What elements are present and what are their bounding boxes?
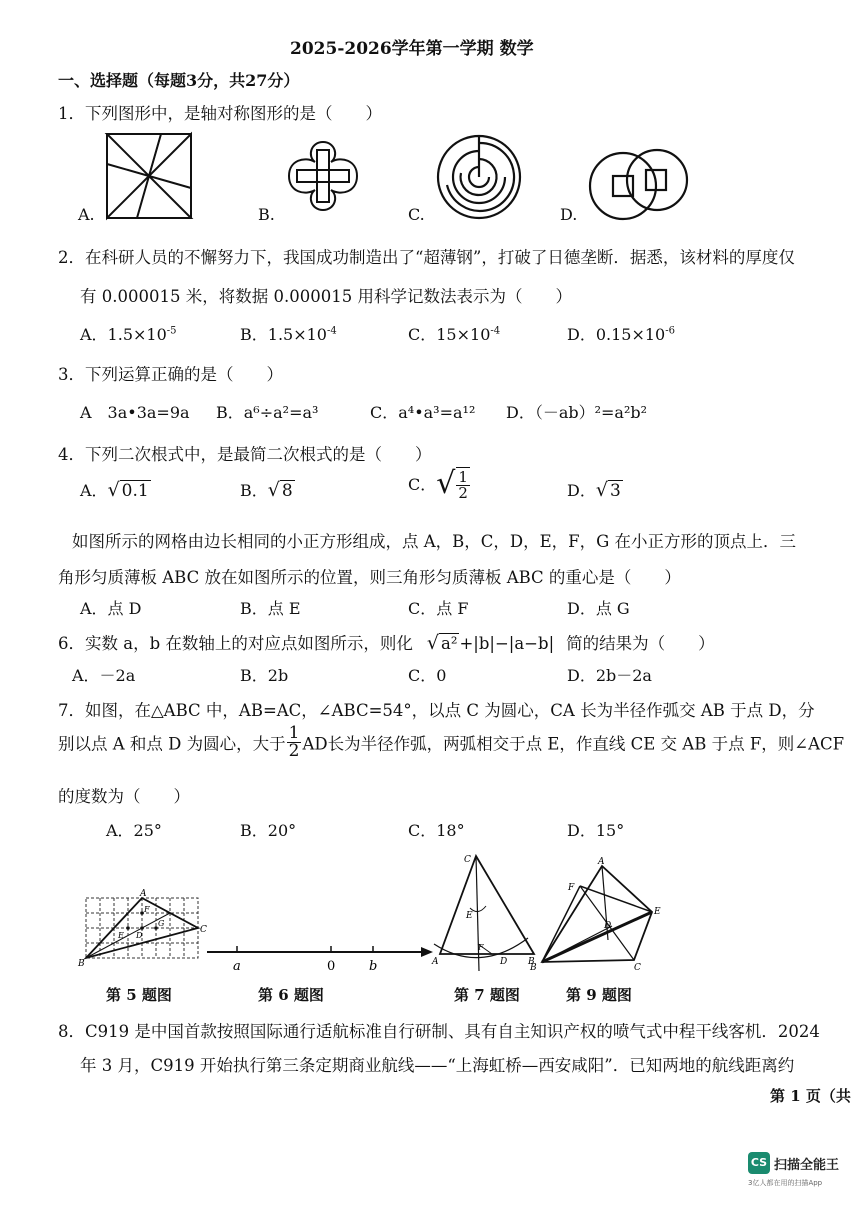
fig7-label-a: A: [432, 957, 439, 967]
fig9-label-a: A: [598, 857, 605, 867]
question-4-stem: 4．下列二次根式中，是最简二次根式的是（ ）: [58, 445, 432, 464]
q4-option-c: C．√ $\frac{1}{2}$: [408, 466, 468, 502]
page-footer: 第 1 页（共: [770, 1087, 851, 1105]
fig7-label-c: C: [464, 855, 471, 865]
q4-option-b: B．√ 8: [240, 479, 293, 501]
fig7-label-b: B: [528, 957, 535, 967]
q3-option-d: D．（－ab）²=a²b²: [506, 403, 648, 422]
q6-option-c: C．0: [408, 666, 447, 685]
question-7-line2: 别以点 A 和点 D 为圆心，大于 $\frac{1}{2}$ AD长为半径作弧，两弧相交于点 E，作直线 CE 交 AB 于点 F，则∠ACF: [58, 723, 845, 761]
scanner-tagline: 3亿人都在用的扫描App: [748, 1179, 823, 1187]
fig6-label-a: a: [233, 959, 241, 974]
q2-option-a: A．$1.5\times 10^{-5}$: [80, 325, 177, 344]
question-2-line1: 2．在科研人员的不懈努力下，我国成功制造出了“超薄钢”，打破了日德垄断．据悉，该材料的厚度仅: [58, 248, 795, 267]
q1-figure-c: [435, 133, 523, 221]
question-1-stem: 1．下列图形中，是轴对称图形的是（ ）: [58, 104, 382, 123]
q1-label-a: A.: [78, 205, 95, 224]
q1-label-d: D.: [560, 205, 578, 224]
question-2-line2: 有 0.000015 米，将数据 0.000015 用科学记数法表示为（ ）: [80, 287, 572, 306]
figure-9-caption: 第 9 题图: [566, 986, 632, 1004]
q3-option-b: B．a⁶÷a²=a³: [216, 403, 319, 422]
question-8-line2: 年 3 月，C919 开始执行第三条定期商业航线——“上海虹桥—西安咸阳”．已知两地的航线距离约: [80, 1056, 795, 1075]
fig9-label-b: B: [530, 963, 537, 973]
page-title: 2025-2026学年第一学期 数学: [290, 39, 534, 59]
q6-option-d: D．2b－2a: [567, 666, 652, 685]
fig7-label-f: F: [478, 943, 484, 952]
q4-option-d: D．√ 3: [567, 479, 621, 501]
figure-9-quadrilateral: [528, 856, 668, 976]
question-7-line1: 7．如图，在△ABC 中，AB=AC，∠ABC=54°，以点 C 为圆心，CA 长为半径作弧交 AB 于点 D，分: [58, 701, 815, 720]
q6-option-b: B．2b: [240, 666, 289, 685]
figure-7-caption: 第 7 题图: [454, 986, 520, 1004]
fig7-label-e: E: [466, 911, 473, 921]
q1-figure-b: [283, 136, 363, 216]
q1-figure-d: [588, 148, 692, 224]
question-3-stem: 3．下列运算正确的是（ ）: [58, 365, 283, 384]
scanner-logo-icon: CS: [748, 1152, 770, 1174]
fig9-label-f: F: [568, 883, 575, 893]
fig5-label-f: F: [144, 905, 150, 914]
section-heading: 一、选择题（每题3分，共27分）: [58, 71, 300, 90]
figure-5-caption: 第 5 题图: [106, 986, 172, 1004]
q1-label-c: C.: [408, 205, 425, 224]
q6-option-a: A．－2a: [72, 666, 136, 685]
q7-option-b: B．20°: [240, 821, 297, 840]
q5-option-d: D．点 G: [567, 599, 630, 618]
q4-option-a: A．√ 0.1: [80, 479, 149, 501]
q5-option-a: A．点 D: [80, 599, 142, 618]
scanner-app-name: 扫描全能王: [774, 1158, 840, 1173]
q5-option-c: C．点 F: [408, 599, 469, 618]
q2-option-c: C．$15\times 10^{-4}$: [408, 325, 501, 344]
question-6-stem: 6．实数 a，b 在数轴上的对应点如图所示，则化 √ a² +|b|−|a−b| 简的结果为（ ）: [58, 632, 715, 654]
figure-6-number-line: [205, 938, 435, 978]
fig9-label-c: C: [634, 963, 641, 973]
q2-option-b: B．$1.5\times 10^{-4}$: [240, 325, 337, 344]
fig6-label-b: b: [369, 959, 378, 974]
fig5-label-e: E: [118, 931, 124, 940]
fig7-label-d: D: [500, 957, 508, 967]
question-7-line3: 的度数为（ ）: [58, 787, 190, 806]
fig5-label-b: B: [78, 959, 85, 969]
q7-option-c: C．18°: [408, 821, 465, 840]
fig9-label-e: E: [654, 907, 661, 917]
fig5-label-c: C: [200, 925, 207, 935]
q7-option-a: A．25°: [106, 821, 162, 840]
scanner-watermark: [748, 1150, 852, 1186]
q3-option-c: C．a⁴•a³=a¹²: [370, 403, 476, 422]
q1-figure-a: [105, 132, 195, 222]
fig9-label-d: D: [604, 921, 612, 931]
question-5-line2: 角形匀质薄板 ABC 放在如图所示的位置，则三角形匀质薄板 ABC 的重心是（ ）: [58, 568, 681, 587]
fig5-label-g: G: [158, 919, 165, 928]
question-5-line1: 如图所示的网格由边长相同的小正方形组成，点 A，B，C，D，E，F，G 在小正方形的顶点上．三: [72, 532, 797, 551]
fig5-label-a: A: [140, 889, 147, 899]
q7-option-d: D．15°: [567, 821, 625, 840]
q3-option-a: A 3a•3a=9a: [80, 403, 190, 422]
figure-6-caption: 第 6 题图: [258, 986, 324, 1004]
fig6-label-zero: 0: [327, 959, 336, 974]
q2-option-d: D．$0.15\times 10^{-6}$: [567, 325, 675, 344]
question-8-line1: 8．C919 是中国首款按照国际通行适航标准自行研制、具有自主知识产权的喷气式中程干线客机．2024: [58, 1022, 820, 1041]
fig5-label-d: D: [136, 931, 143, 940]
figure-5-grid: [78, 888, 208, 968]
q5-option-b: B．点 E: [240, 599, 301, 618]
q1-label-b: B.: [258, 205, 275, 224]
